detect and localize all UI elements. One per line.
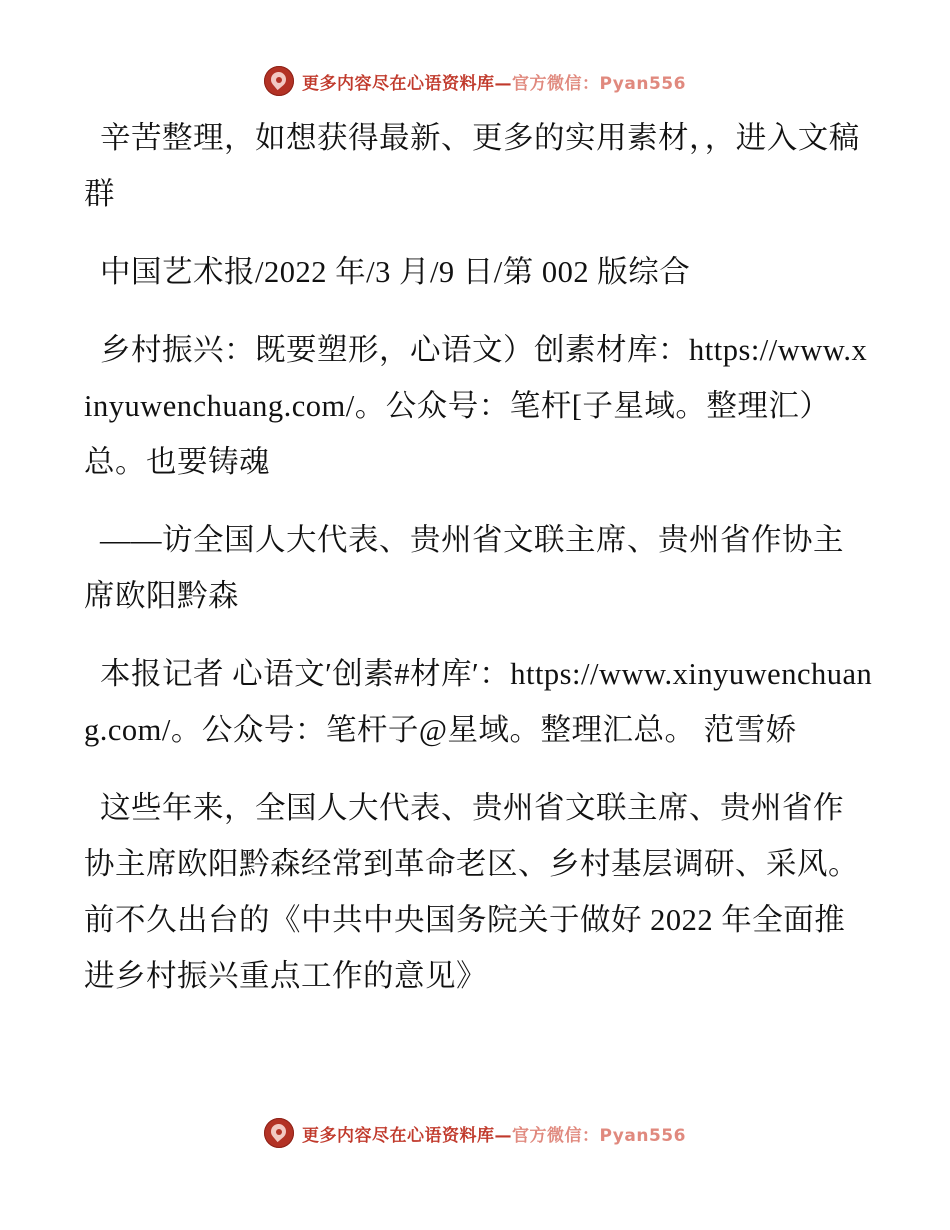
watermark-bottom-sub: 官方微信：Pyan556 (512, 1125, 686, 1146)
paragraph-source-line: 中国艺术报/2022 年/3 月/9 日/第 002 版综合 (100, 255, 691, 289)
watermark-top-main: 更多内容尽在心语资料库— (302, 73, 513, 94)
paragraph-intro: 辛苦整理，如想获得最新、更多的实用素材，，进入文稿群 (84, 121, 860, 211)
paragraph-byline: 本报记者 心语文′创素#材库′：https://www.xinyuwenchuang.com/。公众号：笔杆子@星域。整理汇总。 范雪娇 (84, 657, 873, 747)
watermark-bottom (0, 1118, 950, 1148)
circle-seal-logo-icon (264, 66, 294, 96)
watermark-top-text (302, 69, 686, 94)
document-body (84, 110, 874, 1026)
paragraph-lead: 这些年来，全国人大代表、贵州省文联主席、贵州省作协主席欧阳黔森经常到革命老区、乡村基层调研、采风。前不久出台的《中共中央国务院关于做好 2022 年全面推进乡村振兴重点工作的意见》 (84, 791, 859, 993)
paragraph-headline-main: 乡村振兴：既要塑形，心语文）创素材库：https://www.xinyuwenchuang.com/。公众号：笔杆[子星域。整理汇）总。也要铸魂 (84, 333, 868, 479)
watermark-top-sub: 官方微信：Pyan556 (512, 73, 686, 94)
paragraph-subheadline: ——访全国人大代表、贵州省文联主席、贵州省作协主席欧阳黔森 (84, 523, 844, 613)
circle-seal-logo-icon (264, 1118, 294, 1148)
watermark-bottom-main: 更多内容尽在心语资料库— (302, 1125, 513, 1146)
watermark-top (0, 66, 950, 96)
watermark-bottom-text (302, 1121, 686, 1146)
